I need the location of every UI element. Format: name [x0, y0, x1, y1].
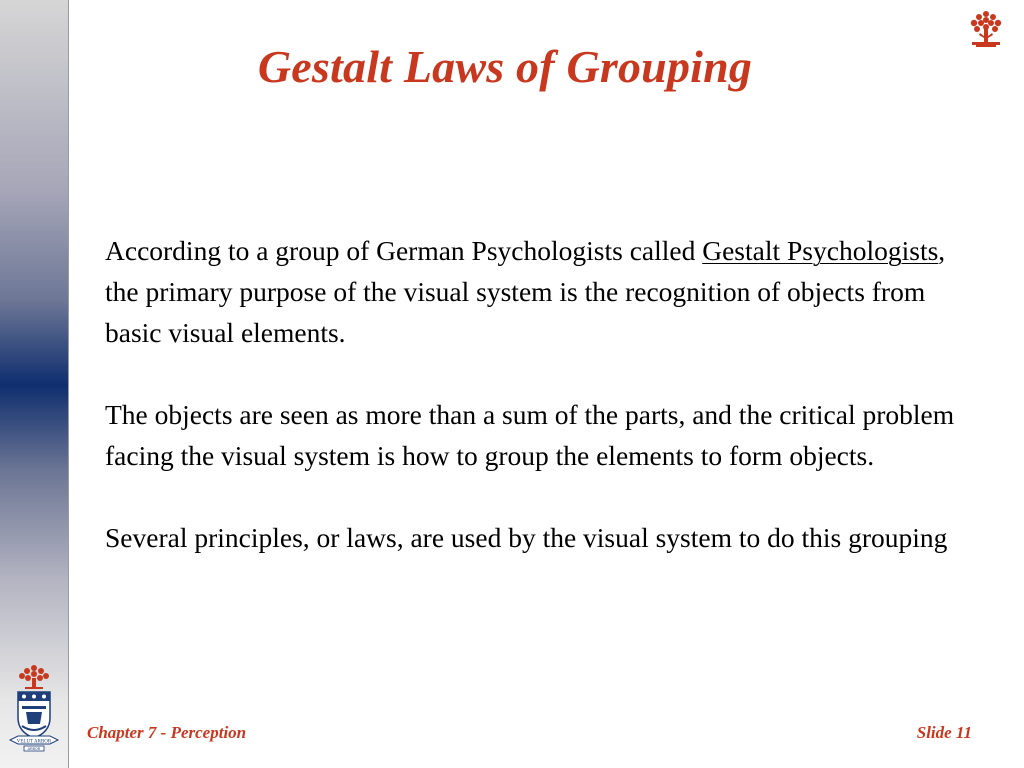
crest-scroll-text: ARBOR	[27, 747, 41, 751]
paragraph-grouping-problem: The objects are seen as more than a sum of the parts, and the critical problem facing the visual system is how to group the elements to form objects.	[105, 399, 955, 471]
paragraph-gestalt-definition	[105, 230, 965, 353]
paragraph-text: According to a group of German Psychologists called	[105, 235, 703, 266]
gestalt-psychologists-term: Gestalt Psychologists	[702, 235, 939, 266]
slide-title: Gestalt Laws of Grouping	[257, 41, 753, 92]
crest-motto: VELUT ARBOR	[16, 739, 52, 745]
footer-chapter: Chapter 7 - Perception	[87, 723, 247, 742]
left-sidebar-bar	[0, 0, 69, 768]
paragraph-text: , the primary purpose of the visual system is the recognition of objects from basic visual elements.	[105, 235, 946, 348]
slide-body	[105, 230, 965, 558]
university-crest-icon	[6, 662, 62, 752]
paragraph-grouping-laws: Several principles, or laws, are used by the visual system to do this grouping	[105, 522, 948, 553]
footer-slide-number: Slide 11	[916, 723, 972, 742]
